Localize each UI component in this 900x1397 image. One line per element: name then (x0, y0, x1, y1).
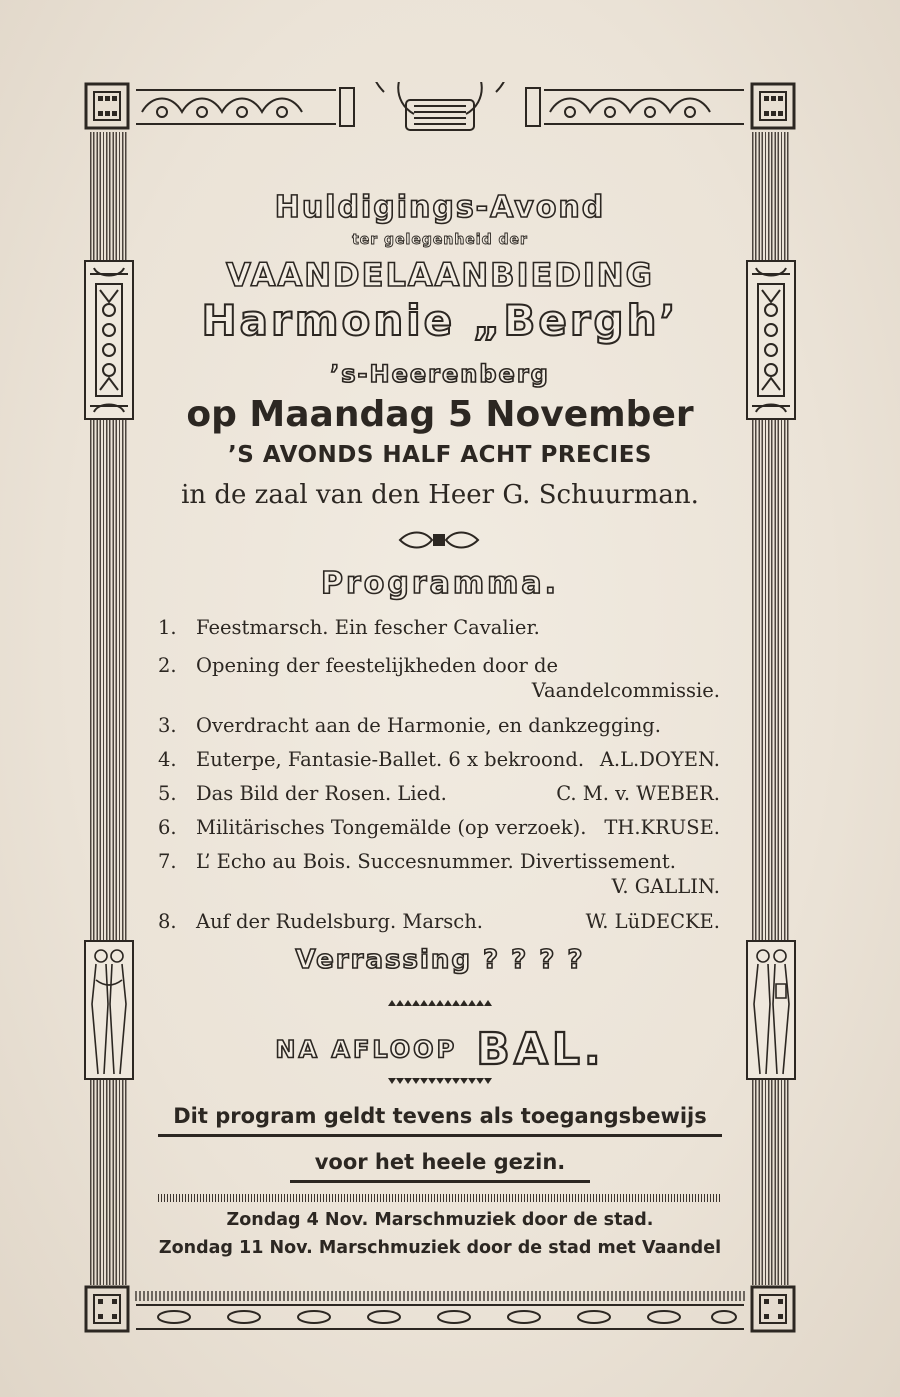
bead-rule-bottom (386, 1076, 492, 1086)
hatched-rule (158, 1194, 722, 1202)
right-figures-ornament (746, 940, 796, 1080)
program-item-composer: W. LüDECKE. (585, 910, 720, 933)
left-border-column (84, 132, 134, 1285)
bottom-frieze (84, 1285, 796, 1335)
divider-ornament (398, 528, 480, 552)
ticket-note-line1: Dit program geldt tevens als toegangsbewijs (173, 1104, 707, 1128)
ticket-rule-2 (290, 1180, 590, 1183)
ticket-rule-1 (158, 1134, 722, 1137)
occasion-line: ter gelegenheid der (352, 232, 528, 248)
program-item-composer: V. GALLIN. (611, 875, 720, 898)
program-item-text: Euterpe, Fantasie-Ballet. 6 x bekroond. (196, 748, 585, 771)
sunday-note-1: Zondag 4 Nov. Marschmuziek door de stad. (226, 1210, 654, 1230)
top-frieze-ornament (84, 82, 796, 132)
right-scroll-ornament (746, 260, 796, 420)
program-item-text: Militärisches Tongemälde (op verzoek). (196, 816, 587, 839)
program-item-text: Auf der Rudelsburg. Marsch. (196, 910, 483, 933)
program-item-composer: A.L.DOYEN. (599, 748, 720, 771)
surprise-line: Verrassing ? ? ? ? (295, 945, 585, 975)
program-item-composer: C. M. v. WEBER. (556, 782, 720, 805)
town-name: ’s-Heerenberg (330, 360, 550, 388)
program-item-number: 6. (158, 816, 177, 839)
event-venue: in de zaal van den Heer G. Schuurman. (181, 480, 699, 510)
after-party-main: BAL. (476, 1024, 605, 1075)
program-heading: Programma. (320, 566, 560, 601)
program-item-number: 3. (158, 714, 177, 737)
program-item-number: 8. (158, 910, 177, 933)
program-item-number: 7. (158, 850, 177, 873)
top-frieze (84, 82, 796, 132)
program-item-text: L’ Echo au Bois. Succesnummer. Divertissement. (196, 850, 676, 873)
after-party-prefix: NA AFLOOP (275, 1035, 458, 1064)
band-name: Harmonie „Bergh’ (201, 296, 679, 345)
program-item-text: Overdracht aan de Harmonie, en dankzegging. (196, 714, 661, 737)
sunday-note-2: Zondag 11 Nov. Marschmuziek door de stad met Vaandel (158, 1238, 722, 1258)
program-item-text: Das Bild der Rosen. Lied. (196, 782, 447, 805)
program-item-number: 2. (158, 654, 177, 677)
program-item-number: 4. (158, 748, 177, 771)
program-item-number: 1. (158, 616, 177, 639)
bead-rule-top (386, 998, 492, 1008)
bottom-frieze-ornament (84, 1285, 796, 1335)
left-figures-ornament (84, 940, 134, 1080)
program-item-performer: Vaandelcommissie. (531, 679, 720, 702)
program-item-text: Opening der feestelijkheden door de (196, 654, 558, 677)
program-item-composer: TH.KRUSE. (604, 816, 720, 839)
event-name: VAANDELAANBIEDING (226, 256, 654, 294)
right-border-column (746, 132, 796, 1285)
left-scroll-ornament (84, 260, 134, 420)
program-item-number: 5. (158, 782, 177, 805)
event-date: op Maandag 5 November (186, 394, 694, 435)
program-item-text: Feestmarsch. Ein fescher Cavalier. (196, 616, 540, 639)
event-time: ’S AVONDS HALF ACHT PRECIES (228, 442, 652, 468)
after-party-line (140, 1024, 740, 1075)
ticket-note-line2: voor het heele gezin. (314, 1150, 566, 1174)
event-title: Huldigings-Avond (274, 190, 606, 225)
